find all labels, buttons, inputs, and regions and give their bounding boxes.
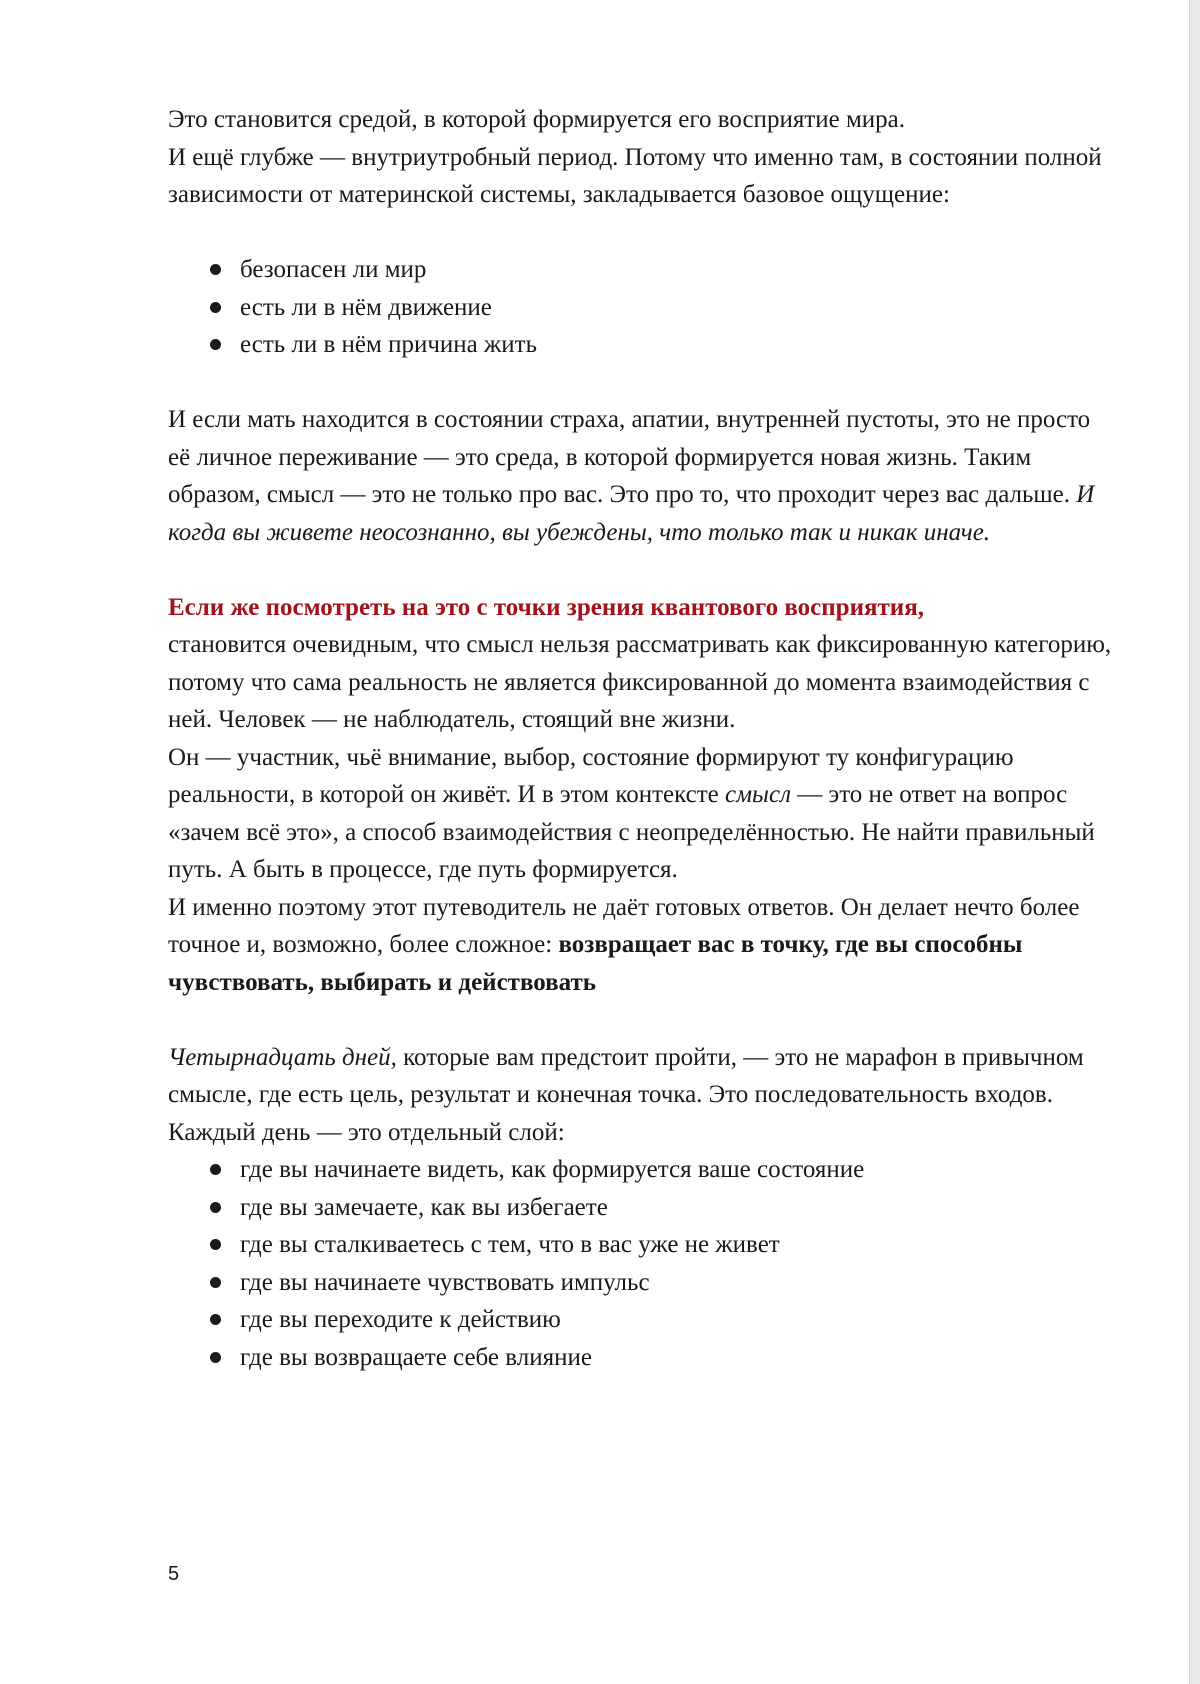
daily-layers-list bbox=[168, 1151, 1118, 1376]
paragraph-quantum-heading: Если же посмотреть на это с точки зрения квантового восприятия, bbox=[168, 593, 924, 621]
paragraph-participant bbox=[168, 739, 1118, 889]
italic-text: И когда вы живете неосознанно, вы убеждены, что только так и никак иначе. bbox=[168, 481, 1095, 546]
page-content bbox=[168, 101, 1118, 1376]
list-item: где вы начинаете видеть, как формируется ваше состояние bbox=[168, 1151, 1118, 1189]
paragraph-environment: Это становится средой, в которой формируется его восприятие мира. bbox=[168, 106, 906, 133]
spacer bbox=[168, 214, 1118, 252]
page-number: 5 bbox=[168, 1563, 180, 1585]
spacer bbox=[168, 364, 1118, 402]
paragraph-prenatal: И ещё глубже — внутриутробный период. Потому что именно там, в состоянии полной зависимости от материнской системы, закладывается базовое ощущение: bbox=[168, 143, 1102, 208]
list-item: есть ли в нём движение bbox=[168, 289, 1118, 327]
paragraph-quantum: становится очевидным, что смысл нельзя рассматривать как фиксированную категорию, потому что сама реальность не является фиксированной до момента взаимодействия с ней. Человек — не наблюдатель, стоящий вне жизни. bbox=[168, 631, 1112, 733]
paragraph-each-day: Каждый день — это отдельный слой: bbox=[168, 1118, 565, 1146]
list-item: где вы замечаете, как вы избегаете bbox=[168, 1189, 1118, 1227]
paragraph-fourteen-days bbox=[168, 1039, 1118, 1114]
list-item: где вы возвращаете себе влияние bbox=[168, 1339, 1118, 1377]
spacer bbox=[168, 551, 1118, 589]
paragraph-guide bbox=[168, 889, 1118, 1002]
paragraph-text: которые вам предстоит пройти, — это не марафон в привычном смысле, где есть цель, результат и конечная точка. Это последовательность входов. bbox=[168, 1043, 1084, 1108]
italic-text: Четырнадцать дней, bbox=[168, 1043, 397, 1071]
paragraph-mother-state bbox=[168, 401, 1118, 551]
list-item: безопасен ли мир bbox=[168, 251, 1118, 289]
paragraph-text: И именно поэтому этот путеводитель не даёт готовых ответов. Он делает нечто более точное и, возможно, более сложное: bbox=[168, 893, 1080, 958]
italic-text: смысл bbox=[725, 781, 791, 808]
paragraph-text: И если мать находится в состоянии страха, апатии, внутренней пустоты, это не просто её личное переживание — это среда, в которой формируется новая жизнь. Таким образом, смысл — это не только про вас. Это про то, что проходит через вас дальше. bbox=[168, 406, 1091, 508]
list-item: где вы сталкиваетесь с тем, что в вас уже не живет bbox=[168, 1226, 1118, 1264]
paragraph-text: — это не ответ на вопрос «зачем всё это», а способ взаимодействия с неопределённостью. Не найти правильный путь. А быть в процессе, где путь формируется. bbox=[168, 781, 1095, 883]
paragraph-text: Он — участник, чьё внимание, выбор, состояние формируют ту конфигурацию реальности, в которой он живёт. И в этом контексте bbox=[168, 743, 1014, 808]
spacer bbox=[168, 1001, 1118, 1039]
list-item: есть ли в нём причина жить bbox=[168, 326, 1118, 364]
bold-text: возвращает вас в точку, где вы способны чувствовать, выбирать и действовать bbox=[168, 931, 1023, 996]
list-item: где вы начинаете чувствовать импульс bbox=[168, 1264, 1118, 1302]
basic-feelings-list bbox=[168, 251, 1118, 364]
page-edge bbox=[1189, 0, 1200, 1684]
list-item: где вы переходите к действию bbox=[168, 1301, 1118, 1339]
